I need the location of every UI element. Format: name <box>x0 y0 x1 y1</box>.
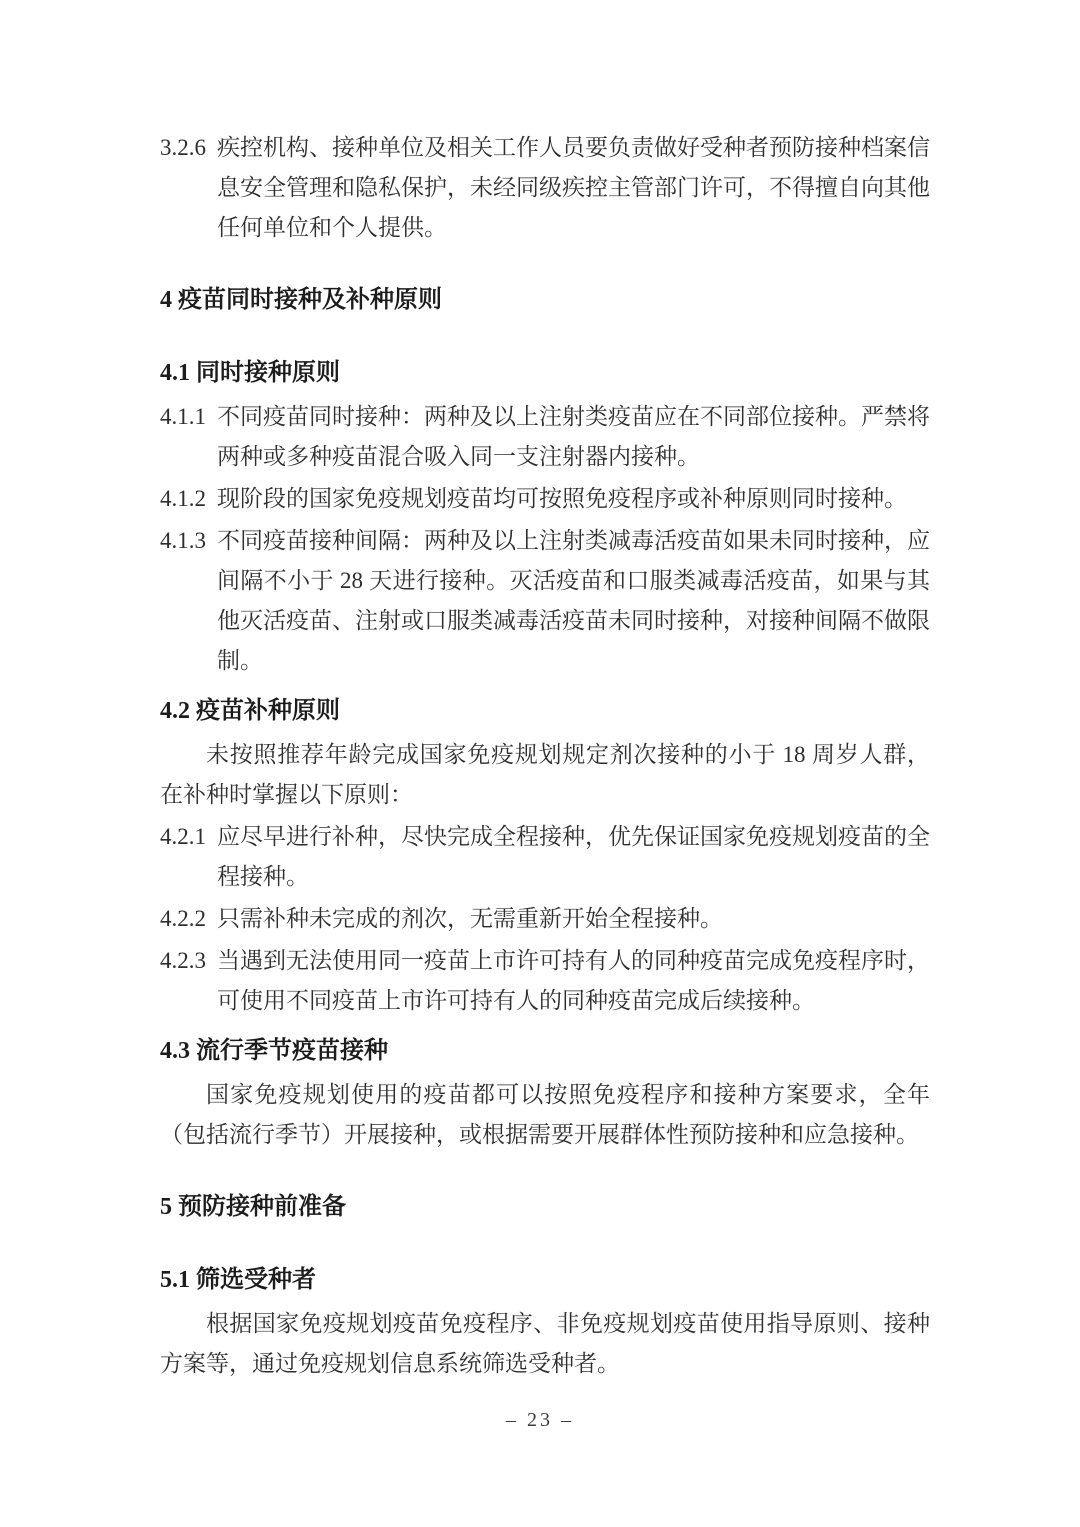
section-4-1-heading: 4.1 同时接种原则 <box>160 360 340 386</box>
clause-text: 现阶段的国家免疫规划疫苗均可按照免疫程序或补种原则同时接种。 <box>217 486 907 511</box>
clause-text: 疾控机构、接种单位及相关工作人员要负责做好受种者预防接种档案信息安全管理和隐私保护，未经同级疾控主管部门许可，不得擅自向其他任何单位和个人提供。 <box>217 135 930 240</box>
section-4-heading: 4 疫苗同时接种及补种原则 <box>160 287 442 313</box>
clause-4-2-2 <box>160 899 930 939</box>
clause-number: 4.1.2 <box>160 486 206 511</box>
page-number: – 23 – <box>506 1409 574 1431</box>
section-4-3-heading: 4.3 流行季节疫苗接种 <box>160 1038 388 1064</box>
page-footer <box>0 1400 1080 1440</box>
section-4-2-heading: 4.2 疫苗补种原则 <box>160 698 340 724</box>
clause-text: 不同疫苗接种间隔：两种及以上注射类减毒活疫苗如果未同时接种，应间隔不小于 28 天进行接种。灭活疫苗和口服类减毒活疫苗，如果与其他灭活疫苗、注射或口服类减毒活疫苗未同时接种，对接种间隔不做限制。 <box>217 528 930 673</box>
clause-4-1-3 <box>160 521 930 681</box>
clause-number: 3.2.6 <box>160 135 206 160</box>
section-5-1-heading: 5.1 筛选受种者 <box>160 1267 316 1293</box>
clause-text: 不同疫苗同时接种：两种及以上注射类疫苗应在不同部位接种。严禁将两种或多种疫苗混合吸入同一支注射器内接种。 <box>217 404 930 469</box>
clause-text: 只需补种未完成的剂次，无需重新开始全程接种。 <box>217 906 723 931</box>
section-5-heading: 5 预防接种前准备 <box>160 1194 346 1220</box>
clause-number: 4.2.2 <box>160 906 206 931</box>
clause-4-2-1 <box>160 817 930 897</box>
clause-3-2-6 <box>160 128 930 248</box>
clause-4-1-1 <box>160 397 930 477</box>
clause-number: 4.1.1 <box>160 404 206 429</box>
section-4-3-paragraph: 国家免疫规划使用的疫苗都可以按照免疫程序和接种方案要求，全年（包括流行季节）开展接种，或根据需要开展群体性预防接种和应急接种。 <box>160 1082 930 1147</box>
page-content <box>160 0 930 1386</box>
clause-number: 4.1.3 <box>160 528 206 553</box>
clause-text: 当遇到无法使用同一疫苗上市许可持有人的同种疫苗完成免疫程序时，可使用不同疫苗上市许可持有人的同种疫苗完成后续接种。 <box>217 948 930 1013</box>
clause-4-1-2 <box>160 479 930 519</box>
section-5-1-paragraph: 根据国家免疫规划疫苗免疫程序、非免疫规划疫苗使用指导原则、接种方案等，通过免疫规划信息系统筛选受种者。 <box>160 1311 930 1376</box>
clause-number: 4.2.1 <box>160 824 206 849</box>
clause-4-2-3 <box>160 941 930 1021</box>
section-4-2-intro-paragraph: 未按照推荐年龄完成国家免疫规划规定剂次接种的小于 18 周岁人群，在补种时掌握以下原则： <box>160 742 930 807</box>
clause-number: 4.2.3 <box>160 948 206 973</box>
clause-text: 应尽早进行补种，尽快完成全程接种，优先保证国家免疫规划疫苗的全程接种。 <box>217 824 930 889</box>
